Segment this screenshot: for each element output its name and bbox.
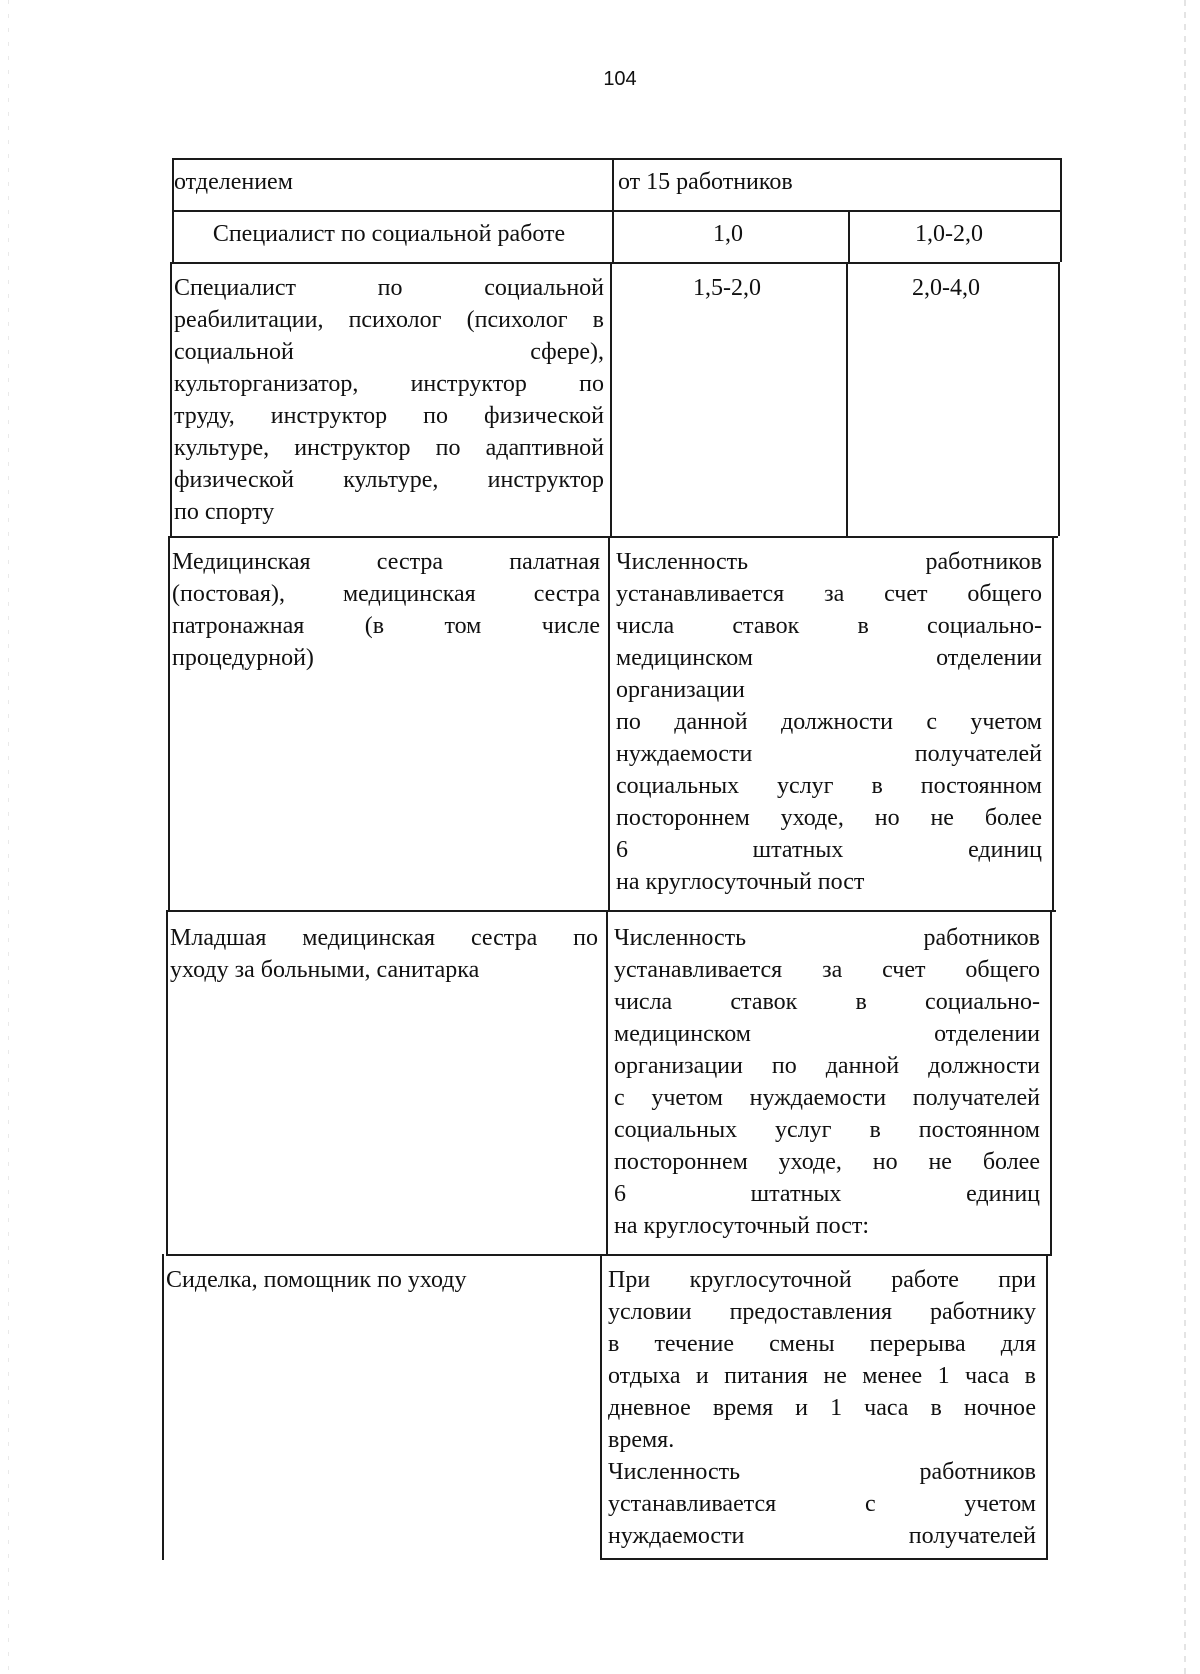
cell-line: патронажная (в том числе xyxy=(172,613,600,639)
cell-line: социальной сфере), xyxy=(174,339,604,365)
cell-position-row-3 xyxy=(166,542,606,902)
cell-line: (постовая), медицинская сестра xyxy=(172,581,600,607)
cell-line: медицинском отделении xyxy=(614,1021,1040,1047)
table-rule xyxy=(612,158,614,262)
table-rule xyxy=(608,536,610,910)
table-rule xyxy=(1058,262,1060,536)
table-rule xyxy=(1046,1254,1048,1560)
table-rule xyxy=(172,158,1062,160)
cell-line: постороннем уходе, но не более xyxy=(614,1149,1040,1175)
cell-line: постороннем уходе, но не более xyxy=(616,805,1042,831)
table-rule xyxy=(172,158,174,262)
cell-line: 1,0-2,0 xyxy=(915,221,983,247)
cell-merged-row-3 xyxy=(610,542,1048,902)
cell-line: с учетом нуждаемости получателей xyxy=(614,1085,1040,1111)
cell-line: 6 штатных единиц xyxy=(614,1181,1040,1207)
scan-edge-right xyxy=(1184,0,1186,1674)
cell-line: 1,5-2,0 xyxy=(693,275,761,301)
cell-line: медицинском отделении xyxy=(616,645,1042,671)
cell-line: труду, инструктор по физической xyxy=(174,403,604,429)
cell-line: от 15 работников xyxy=(618,169,793,195)
table-rule xyxy=(162,1254,164,1560)
cell-line: нуждаемости получателей xyxy=(616,741,1042,767)
table-rule xyxy=(166,910,168,1254)
cell-line: культорганизатор, инструктор по xyxy=(174,371,604,397)
cell-position-row-0 xyxy=(168,162,610,210)
table-rule xyxy=(172,210,1062,212)
cell-line: устанавливается за счет общего xyxy=(614,957,1040,983)
cell-line: числа ставок в социально- xyxy=(616,613,1042,639)
cell-line: социальных услуг в постоянном xyxy=(616,773,1042,799)
cell-position-row-5 xyxy=(160,1260,598,1560)
cell-line: Медицинская сестра палатная xyxy=(172,549,600,575)
table-rule xyxy=(172,262,1060,264)
cell-line: Численность работников xyxy=(614,925,1040,951)
table-rule xyxy=(170,262,172,536)
cell-line: социальных услуг в постоянном xyxy=(614,1117,1040,1143)
cell-line: 1,0 xyxy=(713,221,743,247)
cell-line: время. xyxy=(608,1427,675,1453)
table-rule xyxy=(170,536,1058,538)
cell-merged-row-5 xyxy=(602,1260,1042,1560)
cell-line: 6 штатных единиц xyxy=(616,837,1042,863)
table-rule xyxy=(168,536,170,910)
cell-line: по данной должности с учетом xyxy=(616,709,1042,735)
page-number: 104 xyxy=(603,68,637,90)
cell-line: Численность работников xyxy=(616,549,1042,575)
cell-position-row-2 xyxy=(168,268,610,528)
scan-edge-left xyxy=(8,0,9,1674)
table-rule xyxy=(610,262,612,536)
cell-line: 2,0-4,0 xyxy=(912,275,980,301)
cell-line: физической культуре, инструктор xyxy=(174,467,604,493)
table-rule xyxy=(166,1254,1052,1256)
cell-line: отделением xyxy=(174,169,293,195)
table-rule xyxy=(846,262,848,536)
table-rule xyxy=(600,1254,602,1560)
cell-line: дневное время и 1 часа в ночное xyxy=(608,1395,1036,1421)
cell-line: по спорту xyxy=(174,499,275,525)
cell-line: Младшая медицинская сестра по xyxy=(170,925,598,951)
cell-line: условии предоставления работнику xyxy=(608,1299,1036,1325)
cell-value-a-row-2 xyxy=(612,268,842,528)
cell-line: Специалист по социальной xyxy=(174,275,604,301)
cell-line: Численность работников xyxy=(608,1459,1036,1485)
cell-line: устанавливается с учетом xyxy=(608,1491,1036,1517)
table-rule xyxy=(848,210,850,262)
cell-value-b-row-1 xyxy=(846,214,1052,262)
table-rule xyxy=(168,910,1056,912)
table-rule xyxy=(1060,158,1062,262)
table-rule xyxy=(1050,910,1052,1254)
table-rule xyxy=(1052,536,1054,910)
cell-line: Сиделка, помощник по уходу xyxy=(166,1267,467,1293)
cell-line: реабилитации, психолог (психолог в xyxy=(174,307,604,333)
cell-line: на круглосуточный пост: xyxy=(614,1213,870,1239)
cell-line: уходу за больными, санитарка xyxy=(170,957,480,983)
cell-line: организации по данной должности xyxy=(614,1053,1040,1079)
cell-value-a-row-1 xyxy=(612,214,844,262)
cell-value-b-row-2 xyxy=(846,268,1046,528)
cell-line: При круглосуточной работе при xyxy=(608,1267,1036,1293)
cell-line: организации xyxy=(616,677,745,703)
cell-merged-row-4 xyxy=(608,918,1046,1238)
cell-position-row-1 xyxy=(168,214,610,262)
cell-line: на круглосуточный пост xyxy=(616,869,865,895)
table-rule xyxy=(606,910,608,1254)
table-rule xyxy=(600,1558,1048,1560)
cell-line: отдыха и питания не менее 1 часа в xyxy=(608,1363,1036,1389)
cell-line: в течение смены перерыва для xyxy=(608,1331,1036,1357)
cell-line: Специалист по социальной работе xyxy=(212,221,566,247)
cell-position-row-4 xyxy=(164,918,604,1238)
cell-line: нуждаемости получателей xyxy=(608,1523,1036,1549)
cell-line: процедурной) xyxy=(172,645,314,671)
cell-merged-row-0 xyxy=(612,162,1052,210)
cell-line: устанавливается за счет общего xyxy=(616,581,1042,607)
cell-line: культуре, инструктор по адаптивной xyxy=(174,435,604,461)
cell-line: числа ставок в социально- xyxy=(614,989,1040,1015)
